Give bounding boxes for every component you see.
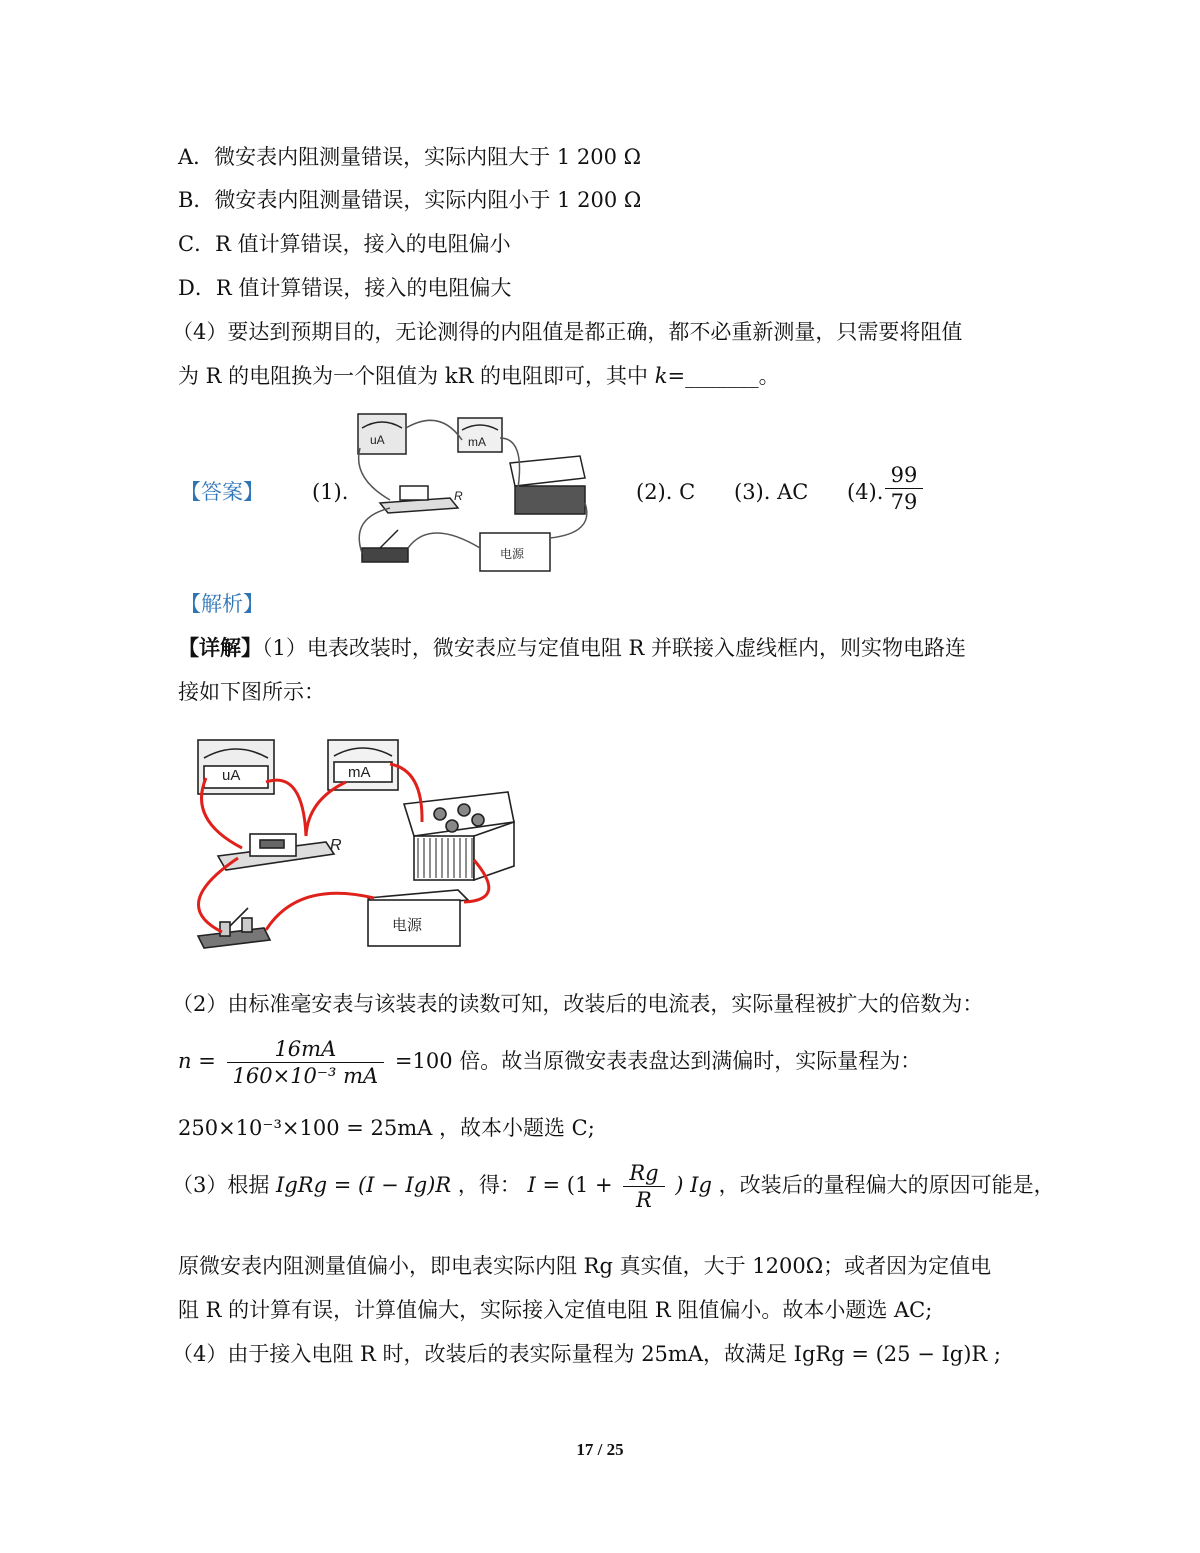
part3-line3: 阻 R 的计算有误，计算值偏大，实际接入定值电阻 R 阻值偏小。故本小题选 AC; <box>178 1298 933 1322</box>
answer-fig-ma-label: mA <box>468 435 486 449</box>
answer-part1: (1). <box>312 480 349 504</box>
page-number: 17 / 25 <box>576 1440 624 1459</box>
answer-fig-power-label: 电源 <box>500 547 525 561</box>
answer-tag: 【答案】 <box>180 480 264 504</box>
answer-part4-fraction: $\frac{99}{79}$ <box>884 462 924 515</box>
answer-fig-r-label: R <box>454 489 463 503</box>
q4-line2: 为 R 的电阻换为一个阻值为 kR 的电阻即可，其中 k=_______。 <box>178 364 780 388</box>
part4-line1: （4）由于接入电阻 R 时，改装后的表实际量程为 25mA，故满足 IgRg = (25 − Ig)R ; <box>172 1342 1001 1366</box>
detail-fig-power-label: 电源 <box>392 917 423 934</box>
answer-fig-ua-label: uA <box>370 433 385 447</box>
detail-line1: 【详解】（1）电表改装时，微安表应与定值电阻 R 并联接入虚线框内，则实物电路连 <box>178 635 967 660</box>
option-c: C．R 值计算错误，接入的电阻偏小 <box>178 232 511 256</box>
detail-line2: 接如下图所示： <box>178 680 325 704</box>
option-a: A．微安表内阻测量错误，实际内阻大于 1 200 Ω <box>178 145 642 169</box>
part3-line1: （3）根据 IgRg = (I − Ig)R ，得： I = (1 + $\frac{Rg}{R}$ ) Ig ，改装后的量程偏大的原因可能是， <box>172 1161 1055 1212</box>
part3-line2: 原微安表内阻测量值偏小，即电表实际内阻 Rg 真实值，大于 1200Ω；或者因为定值电 <box>178 1254 992 1278</box>
detail-fig-r-label: R <box>330 837 342 854</box>
detail-fig-ua-label: uA <box>222 767 241 784</box>
part2-fraction: $\frac{16mA}{\text{160×10⁻³ mA}}$ <box>227 1036 385 1089</box>
detail-fig-ma-label: mA <box>348 764 371 781</box>
answer-part4: (4). <box>847 480 884 504</box>
q4-line1: （4）要达到预期目的，无论测得的内阻值是都正确，都不必重新测量，只需要将阻值 <box>172 320 963 344</box>
answer-part3: (3). AC <box>734 480 809 504</box>
option-b: B．微安表内阻测量错误，实际内阻小于 1 200 Ω <box>178 188 642 212</box>
option-d: D．R 值计算错误，接入的电阻偏大 <box>178 276 512 300</box>
part2-equation: n = $\frac{16mA}{\text{160×10⁻³ mA}}$ =100 倍。故当原微安表表盘达到满偏时，实际量程为： <box>178 1037 922 1088</box>
answer-part2: (2). C <box>636 480 696 504</box>
detail-circuit-figure <box>178 730 528 960</box>
analysis-tag: 【解析】 <box>180 592 264 616</box>
part2-line1: （2）由标准毫安表与该装表的读数可知，改装后的电流表，实际量程被扩大的倍数为： <box>172 992 984 1016</box>
answer-circuit-figure <box>350 408 590 578</box>
part2-line3: 250×10⁻³×100 = 25mA ，故本小题选 C; <box>178 1116 595 1140</box>
